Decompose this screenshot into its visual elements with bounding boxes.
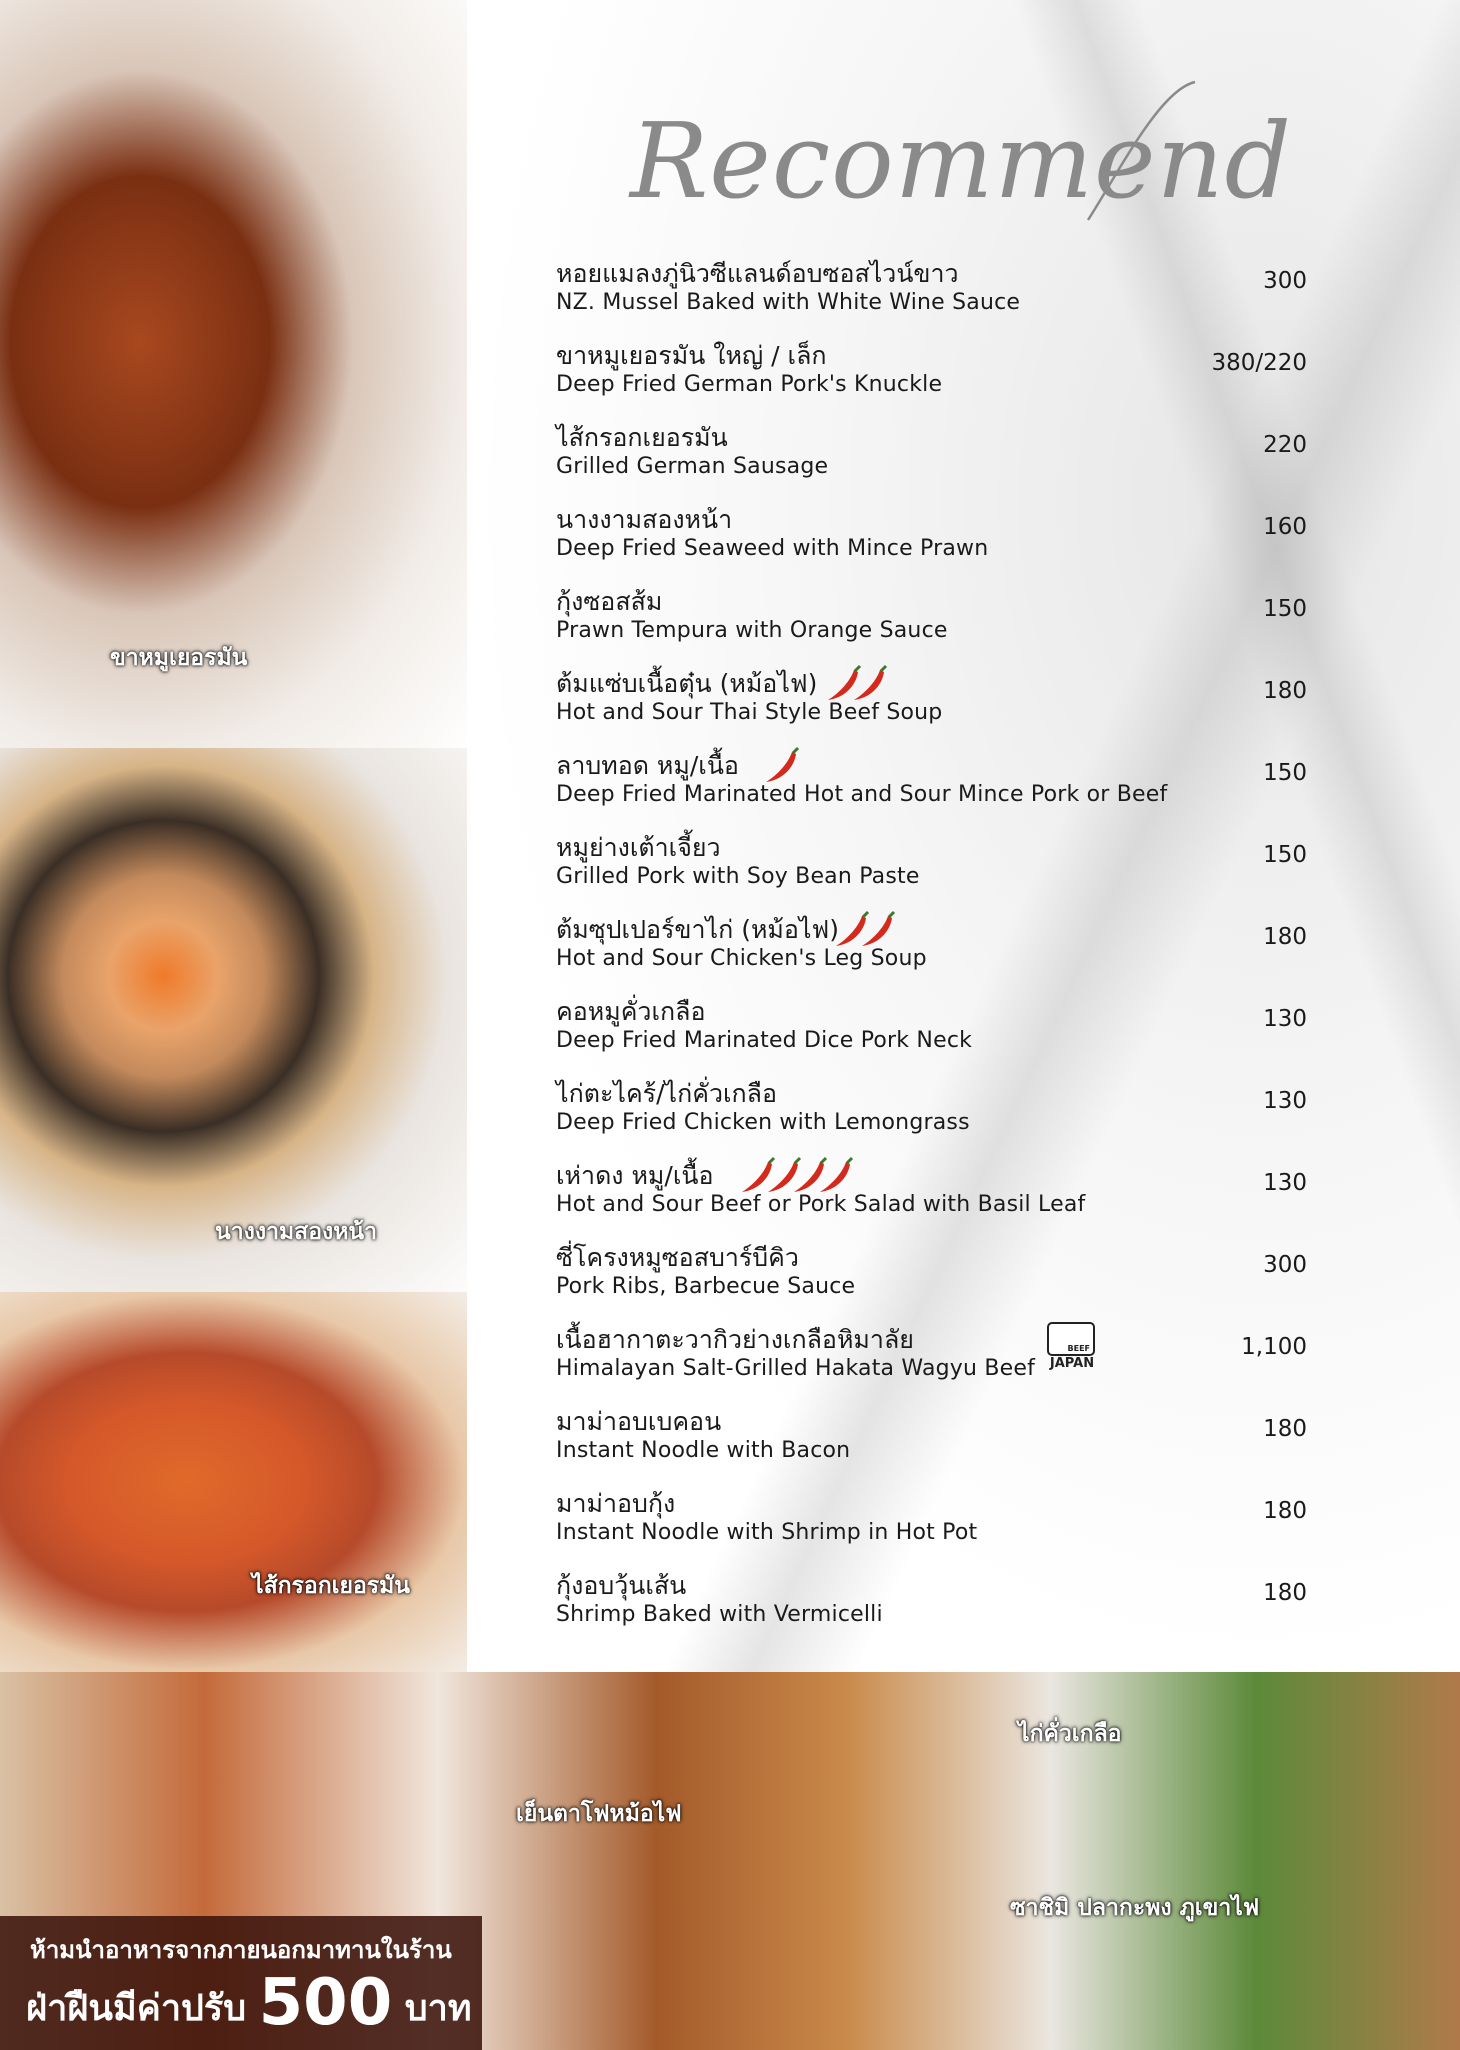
- chili-pepper-icon: [768, 1162, 798, 1192]
- menu-item-thai-name: นางงามสองหน้า: [556, 505, 733, 534]
- photo-label-sausage: ไส้กรอกเยอรมัน: [252, 1573, 411, 1599]
- chili-pepper-icon: [820, 1162, 850, 1192]
- menu-item: [556, 750, 1306, 820]
- menu-item-thai-name: มาม่าอบเบคอน: [556, 1407, 722, 1436]
- chili-stem-icon: [847, 1158, 852, 1163]
- menu-item-english-name: Hot and Sour Beef or Pork Salad with Basil Leaf: [556, 1192, 1086, 1217]
- menu-item-price: 180: [1263, 1498, 1307, 1524]
- menu-item-thai-name: ซี่โครงหมูซอสบาร์บีคิว: [556, 1243, 799, 1272]
- menu-item-english-name: Deep Fried Marinated Dice Pork Neck: [556, 1028, 973, 1053]
- menu-item-thai-name: ลาบทอด หมู/เนื้อ: [556, 751, 739, 780]
- menu-item-english-name: Prawn Tempura with Orange Sauce: [556, 618, 948, 643]
- menu-item-price: 220: [1263, 432, 1307, 458]
- menu-item: [556, 668, 1306, 738]
- menu-item-price: 130: [1263, 1006, 1307, 1032]
- photo-german-pork-knuckle: [0, 0, 467, 760]
- menu-item-thai-name: ไส้กรอกเยอรมัน: [556, 423, 728, 452]
- chili-pepper-icon: [766, 752, 796, 782]
- chili-stem-icon: [769, 1158, 774, 1163]
- badge-box: [1047, 1322, 1095, 1356]
- menu-item-price: 150: [1263, 760, 1307, 786]
- photo-label-chicken: ไก่คั่วเกลือ: [1018, 1721, 1122, 1747]
- menu-item-thai-name: ต้มแซ่บเนื้อตุ๋น (หม้อไฟ): [556, 669, 818, 698]
- photo-label-hotpot: เย็นตาโฟหม้อไฟ: [516, 1801, 682, 1827]
- title-swash-decoration: [1080, 80, 1200, 230]
- badge-small-text: BEEF: [1067, 1344, 1090, 1353]
- menu-item-price: 180: [1263, 1580, 1307, 1606]
- notice-fine-label: ฝ่าฝืนมีค่าปรับ: [26, 1988, 247, 2029]
- menu-item: [556, 1570, 1306, 1640]
- menu-item-thai-name: หมูย่างเต้าเจี้ยว: [556, 833, 721, 862]
- japan-beef-badge-icon: [1046, 1322, 1098, 1374]
- menu-item-thai-name: คอหมูคั่วเกลือ: [556, 997, 706, 1026]
- chili-spicy-icon: [738, 1156, 854, 1196]
- menu-item: [556, 1324, 1306, 1394]
- menu-item-thai-name: ไก่ตะไคร้/ไก่คั่วเกลือ: [556, 1079, 778, 1108]
- notice-fine-amount: 500: [258, 1966, 393, 2040]
- menu-item-price: 150: [1263, 596, 1307, 622]
- menu-item-thai-name: ต้มซุปเปอร์ขาไก่ (หม้อไฟ): [556, 915, 839, 944]
- photo-german-sausage: [0, 1292, 467, 1672]
- chili-stem-icon: [889, 912, 894, 917]
- photo-label-seaweed: นางงามสองหน้า: [215, 1219, 378, 1245]
- badge-text: JAPAN: [1049, 1356, 1095, 1371]
- menu-item: [556, 422, 1306, 492]
- menu-item-english-name: Instant Noodle with Bacon: [556, 1438, 851, 1463]
- outside-food-notice: [0, 1916, 482, 2050]
- menu-item: [556, 1488, 1306, 1558]
- menu-item-english-name: Grilled Pork with Soy Bean Paste: [556, 864, 920, 889]
- chili-pepper-icon: [862, 916, 892, 946]
- menu-item-price: 380/220: [1211, 350, 1307, 376]
- menu-item-thai-name: มาม่าอบกุ้ง: [556, 1489, 676, 1518]
- chili-pepper-icon: [854, 670, 884, 700]
- menu-item: [556, 914, 1306, 984]
- menu-item-thai-name: ขาหมูเยอรมัน ใหญ่ / เล็ก: [556, 341, 827, 370]
- menu-item: [556, 1160, 1306, 1230]
- menu-item-price: 300: [1263, 1252, 1307, 1278]
- menu-item: [556, 1242, 1306, 1312]
- menu-item-price: 130: [1263, 1170, 1307, 1196]
- notice-fine-unit: บาท: [404, 1988, 472, 2029]
- menu-item-english-name: Pork Ribs, Barbecue Sauce: [556, 1274, 856, 1299]
- menu-item-price: 160: [1263, 514, 1307, 540]
- chili-pepper-icon: [794, 1162, 824, 1192]
- menu-item-english-name: Instant Noodle with Shrimp in Hot Pot: [556, 1520, 978, 1545]
- chili-stem-icon: [793, 748, 798, 753]
- menu-item-thai-name: หอยแมลงภู่นิวซีแลนด์อบซอสไวน์ขาว: [556, 259, 959, 288]
- menu-item-price: 180: [1263, 678, 1307, 704]
- menu-item: [556, 258, 1306, 328]
- menu-item-thai-name: เห่าดง หมู/เนื้อ: [556, 1161, 714, 1190]
- notice-line-1: ห้ามนำอาหารจากภายนอกมาทานในร้าน: [30, 1936, 452, 1964]
- menu-item-english-name: Deep Fried Marinated Hot and Sour Mince Pork or Beef: [556, 782, 1168, 807]
- chili-stem-icon: [821, 1158, 826, 1163]
- chili-spicy-icon: [824, 664, 888, 704]
- chili-pepper-icon: [742, 1162, 772, 1192]
- menu-item-english-name: Shrimp Baked with Vermicelli: [556, 1602, 883, 1627]
- menu-item-english-name: Grilled German Sausage: [556, 454, 829, 479]
- menu-item-price: 150: [1263, 842, 1307, 868]
- menu-item-english-name: Deep Fried Chicken with Lemongrass: [556, 1110, 970, 1135]
- menu-item-thai-name: กุ้งซอสส้ม: [556, 587, 663, 616]
- menu-item: [556, 1406, 1306, 1476]
- menu-item-english-name: Deep Fried German Pork's Knuckle: [556, 372, 943, 397]
- menu-item-thai-name: กุ้งอบวุ้นเส้น: [556, 1571, 687, 1600]
- menu-item: [556, 340, 1306, 410]
- menu-item-price: 180: [1263, 924, 1307, 950]
- page-title: Recommend: [630, 100, 1293, 222]
- menu-item-price: 300: [1263, 268, 1307, 294]
- menu-item-thai-name: เนื้อฮากาตะวากิวย่างเกลือหิมาลัย: [556, 1325, 914, 1354]
- chili-spicy-icon: [832, 910, 896, 950]
- chili-pepper-icon: [828, 670, 858, 700]
- menu-item-english-name: NZ. Mussel Baked with White Wine Sauce: [556, 290, 1021, 315]
- chili-stem-icon: [863, 912, 868, 917]
- menu-item-price: 1,100: [1241, 1334, 1307, 1360]
- menu-item: [556, 504, 1306, 574]
- menu-item: [556, 586, 1306, 656]
- menu-item-english-name: Himalayan Salt-Grilled Hakata Wagyu Beef: [556, 1356, 1036, 1381]
- photo-label-knuckle: ขาหมูเยอรมัน: [110, 645, 248, 671]
- photo-seaweed-prawn: [0, 748, 467, 1318]
- menu-item-price: 130: [1263, 1088, 1307, 1114]
- notice-line-2: [26, 1966, 472, 2046]
- chili-stem-icon: [881, 666, 886, 671]
- menu-item-price: 180: [1263, 1416, 1307, 1442]
- chili-spicy-icon: [762, 746, 800, 786]
- chili-stem-icon: [795, 1158, 800, 1163]
- chili-stem-icon: [855, 666, 860, 671]
- menu-item-english-name: Hot and Sour Thai Style Beef Soup: [556, 700, 943, 725]
- photo-label-sashimi: ซาชิมิ ปลากะพง ภูเขาไฟ: [1010, 1895, 1260, 1921]
- menu-item: [556, 996, 1306, 1066]
- menu-item: [556, 1078, 1306, 1148]
- menu-item-english-name: Deep Fried Seaweed with Mince Prawn: [556, 536, 989, 561]
- menu-item: [556, 832, 1306, 902]
- menu-item-english-name: Hot and Sour Chicken's Leg Soup: [556, 946, 927, 971]
- chili-pepper-icon: [836, 916, 866, 946]
